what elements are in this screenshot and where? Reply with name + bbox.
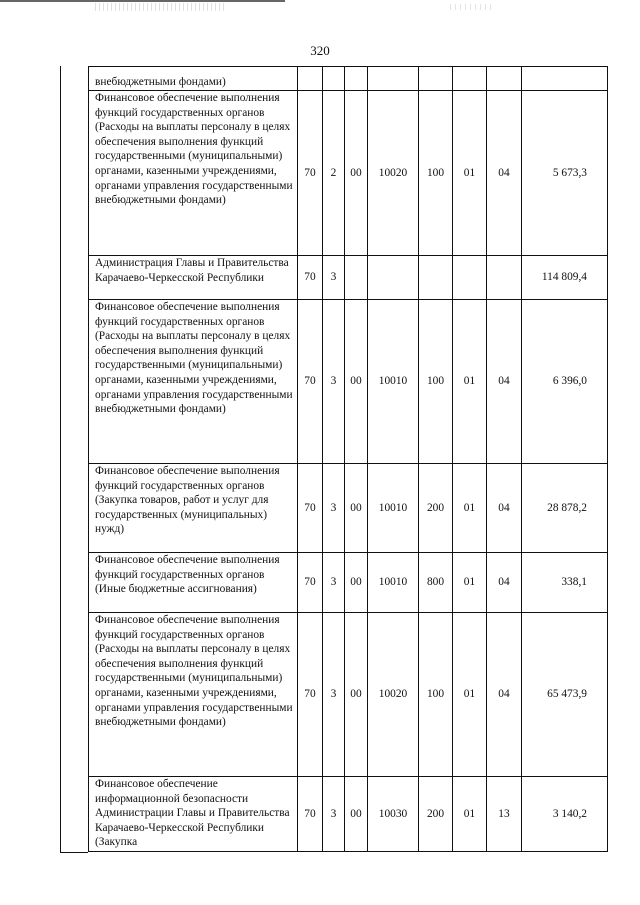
row-code-cell: 100 [419,91,453,256]
row-amount-cell: 65 473,9 [522,613,608,777]
row-code-cell: 70 [298,613,323,777]
row-code-cell: 10010 [368,464,419,553]
row-amount-cell: 5 673,3 [522,91,608,256]
budget-table [88,66,608,852]
row-code-cell [323,67,345,91]
row-code-cell: 70 [298,777,323,852]
row-code-cell [368,256,419,300]
table-row [89,256,608,300]
row-name-cell: Финансовое обеспечение выполнения функций государственных органов (Закупка товаров, работ и услуг для государственных (муниципальных) нужд) [89,464,298,553]
row-code-cell: 04 [487,91,522,256]
row-code-cell: 3 [323,464,345,553]
row-code-cell: 00 [345,553,368,613]
row-code-cell: 3 [323,256,345,300]
row-code-cell: 3 [323,553,345,613]
row-name-cell: внебюджетными фондами) [89,67,298,91]
row-code-cell [453,256,487,300]
row-amount-cell [522,67,608,91]
row-code-cell [453,67,487,91]
row-code-cell: 2 [323,91,345,256]
row-code-cell: 04 [487,464,522,553]
row-amount-cell: 114 809,4 [522,256,608,300]
row-name-cell: Финансовое обеспечение выполнения функций государственных органов (Иные бюджетные ассигнования) [89,553,298,613]
row-code-cell: 01 [453,464,487,553]
row-amount-cell: 28 878,2 [522,464,608,553]
table-row [89,553,608,613]
row-code-cell: 10020 [368,613,419,777]
row-code-cell: 00 [345,777,368,852]
row-code-cell [419,67,453,91]
scan-artifact-specks [95,3,225,11]
row-name-cell: Финансовое обеспечение выполнения функций государственных органов (Расходы на выплаты персоналу в целях обеспечения выполнения функций государственными (муниципальными) органами, казенными учреждениями, органами управления государственными внебюджетными фондами) [89,300,298,464]
row-code-cell: 800 [419,553,453,613]
row-code-cell: 10010 [368,300,419,464]
row-name-cell: Финансовое обеспечение выполнения функций государственных органов (Расходы на выплаты персоналу в целях обеспечения выполнения функций государственными (муниципальными) органами, казенными учреждениями, органами управления государственными внебюджетными фондами) [89,613,298,777]
row-code-cell: 3 [323,613,345,777]
table-row [89,67,608,91]
left-margin-column [60,66,89,852]
row-code-cell: 01 [453,613,487,777]
row-code-cell: 04 [487,300,522,464]
scan-artifact-line [0,0,285,2]
row-code-cell [345,256,368,300]
row-code-cell: 70 [298,300,323,464]
row-code-cell: 00 [345,613,368,777]
row-code-cell: 04 [487,553,522,613]
row-code-cell: 01 [453,300,487,464]
page-number: 320 [310,43,330,58]
table-row [89,613,608,777]
row-code-cell: 01 [453,91,487,256]
row-code-cell: 3 [323,300,345,464]
row-code-cell: 70 [298,91,323,256]
row-code-cell: 10030 [368,777,419,852]
scan-artifact-specks-right [450,4,495,10]
table-row [89,777,608,852]
row-amount-cell: 3 140,2 [522,777,608,852]
budget-table-body [89,67,608,852]
row-code-cell [345,67,368,91]
row-code-cell: 00 [345,464,368,553]
row-code-cell: 10020 [368,91,419,256]
row-code-cell: 00 [345,300,368,464]
row-amount-cell: 338,1 [522,553,608,613]
row-amount-cell: 6 396,0 [522,300,608,464]
row-code-cell [419,256,453,300]
row-code-cell: 70 [298,464,323,553]
table-row [89,464,608,553]
row-code-cell: 01 [453,777,487,852]
row-code-cell: 70 [298,256,323,300]
table-row [89,300,608,464]
row-code-cell [298,67,323,91]
row-code-cell [487,256,522,300]
row-code-cell: 200 [419,464,453,553]
row-code-cell: 70 [298,553,323,613]
row-code-cell: 13 [487,777,522,852]
row-code-cell: 100 [419,613,453,777]
row-code-cell [487,67,522,91]
row-code-cell: 01 [453,553,487,613]
row-code-cell: 04 [487,613,522,777]
table-row [89,91,608,256]
left-margin-column-bottom [60,852,88,853]
row-name-cell: Финансовое обеспечение информационной безопасности Администрации Главы и Правительства Карачаево-Черкесской Республики (Закупка [89,777,298,852]
row-code-cell [368,67,419,91]
row-name-cell: Финансовое обеспечение выполнения функций государственных органов (Расходы на выплаты персоналу в целях обеспечения выполнения функций государственными (муниципальными) органами, казенными учреждениями, органами управления государственными внебюджетными фондами) [89,91,298,256]
row-code-cell: 200 [419,777,453,852]
row-code-cell: 100 [419,300,453,464]
row-name-cell: Администрация Главы и Правительства Карачаево-Черкесской Республики [89,256,298,300]
row-code-cell: 3 [323,777,345,852]
row-code-cell: 00 [345,91,368,256]
row-code-cell: 10010 [368,553,419,613]
